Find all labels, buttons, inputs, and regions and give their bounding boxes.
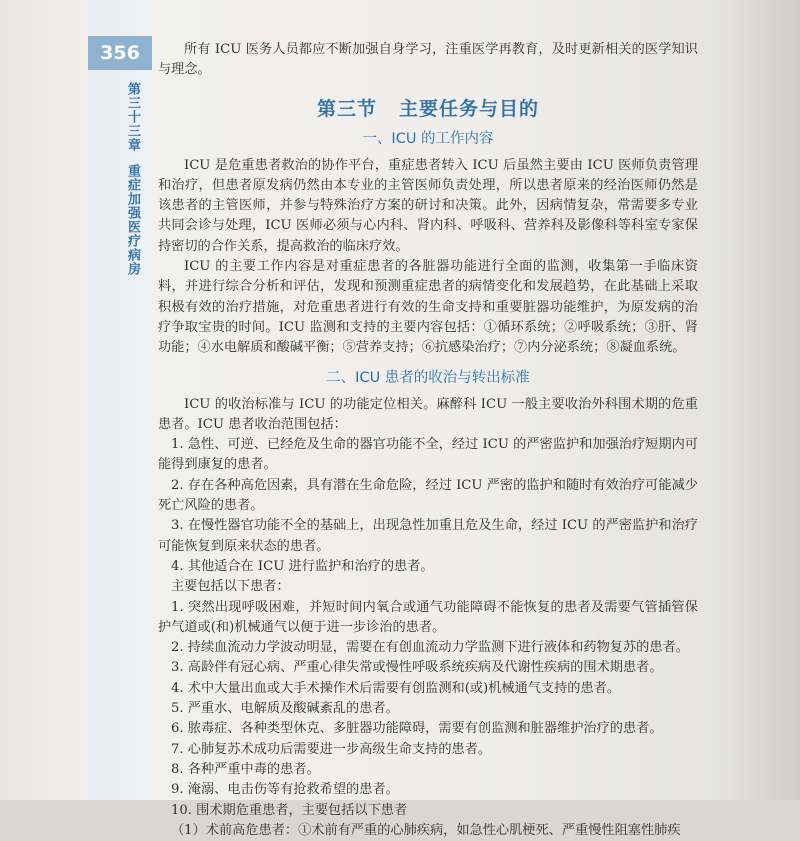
paragraph: ICU 是危重患者救治的协作平台，重症患者转入 ICU 后虽然主要由 ICU 医师负责管理和治疗，但患者原发病仍然由本专业的主管医师负责处理，所以患者原来的经治医师仍然是该患者的主管医师，并参与特殊治疗方案的研讨和决策。此外，因病情复杂，常需要多专业共同会诊与处理，ICU 医师必须与心内科、肾内科、呼吸科、营养科及影像科等科室专家保持密切的合作关系，提高救治的临床疗效。 [158, 157, 698, 254]
section-number: 第三节 [316, 97, 377, 120]
subsection-heading-1: 一、ICU 的工作内容 [362, 130, 494, 147]
list-item: （1）术前高危患者：①术前有严重的心肺疾病，如急性心肌梗死、严重慢性阻塞性肺疾 [171, 822, 681, 838]
list-item: 1. 急性、可逆、已经危及生命的器官功能不全，经过 ICU 的严密监护和加强治疗短期内可能得到康复的患者。 [158, 437, 698, 473]
list-item: 4. 术中大量出血或大手术操作术后需要有创监测和(或)机械通气支持的患者。 [171, 680, 621, 696]
list-item: 5. 严重水、电解质及酸碱紊乱的患者。 [171, 701, 399, 717]
list-item: 6. 脓毒症、各种类型休克、多脏器功能障碍，需要有创监测和脏器维护治疗的患者。 [171, 721, 663, 737]
list-item: 8. 各种严重中毒的患者。 [171, 761, 320, 777]
chapter-number: 第三十三章 [125, 82, 140, 152]
chapter-topic: 重症加强医疗病房 [125, 164, 140, 276]
paragraph: ICU 的收治标准与 ICU 的功能定位相关。麻醉科 ICU 一般主要收治外科围术期的危重患者。ICU 患者收治范围包括： [158, 396, 698, 432]
list-item: 4. 其他适合在 ICU 进行监护和治疗的患者。 [171, 558, 434, 574]
section-title [158, 96, 698, 122]
section-name: 主要任务与目的 [399, 97, 540, 120]
list-item: 2. 存在各种高危因素，具有潜在生命危险，经过 ICU 严密的监护和随时有效治疗可能减少死亡风险的患者。 [158, 477, 698, 514]
page-number: 356 [100, 42, 140, 64]
list-item: 3. 高龄伴有冠心病、严重心律失常或慢性呼吸系统疾病及代谢性疾病的围术期患者。 [171, 660, 663, 676]
intro-paragraph: 所有 ICU 医务人员都应不断加强自身学习，注重医学再教育，及时更新相关的医学知识与理念。 [158, 42, 698, 78]
chapter-side-label [120, 82, 140, 276]
list-item: 10. 围术期危重患者，主要包括以下患者 [171, 802, 408, 818]
list-item: 7. 心肺复苏术成功后需要进一步高级生命支持的患者。 [171, 741, 492, 757]
page-content [158, 40, 698, 841]
list-item: 9. 淹溺、电击伤等有抢救希望的患者。 [171, 782, 399, 798]
list-item: 3. 在慢性器官功能不全的基础上，出现急性加重且危及生命，经过 ICU 的严密监护和治疗可能恢复到原来状态的患者。 [158, 518, 698, 554]
list-intro: 主要包括以下患者： [171, 579, 290, 595]
list-item: 2. 持续血流动力学波动明显，需要在有创血流动力学监测下进行液体和药物复苏的患者。 [171, 640, 689, 656]
paragraph: ICU 的主要工作内容是对重症患者的各脏器功能进行全面的监测，收集第一手临床资料，并进行综合分析和评估，发现和预测重症患者的病情变化和发展趋势，在此基础上采取积极有效的治疗措施，对危重患者进行有效的生命支持和重要脏器功能维护，为原发病的治疗争取宝贵的时间。ICU 监测和支持的主要内容包括：①循环系统；②呼吸系统；③肝、肾功能；④水电解质和酸碱平衡；⑤营养支持；⑥抗感染治疗；⑦内分泌系统；⑧凝血系统。 [158, 259, 698, 356]
subsection-heading-2: 二、ICU 患者的收治与转出标准 [326, 369, 530, 386]
list-item: 1. 突然出现呼吸困难，并短时间内氧合或通气功能障碍不能恢复的患者及需要气管插管保护气道或(和)机械通气以便于进一步诊治的患者。 [158, 599, 698, 635]
